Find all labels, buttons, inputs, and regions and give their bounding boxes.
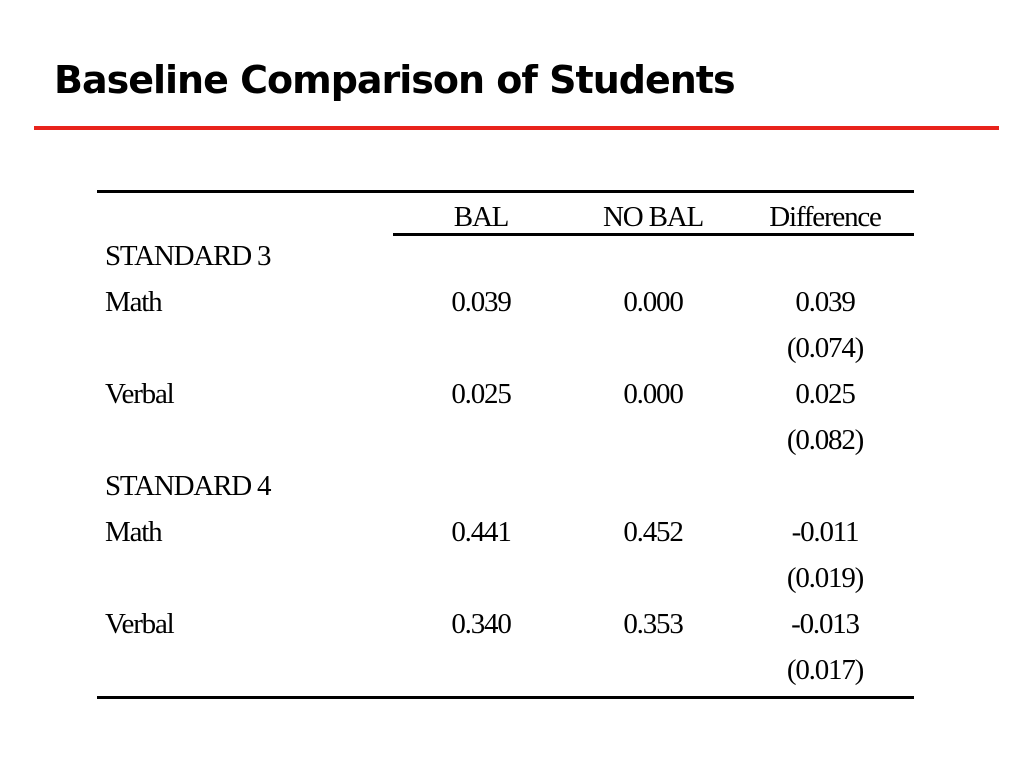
- table-row: [97, 650, 914, 696]
- cell-difference: -0.011: [791, 516, 859, 548]
- cell-difference: -0.013: [791, 608, 859, 640]
- cell-no-bal: 0.000: [623, 378, 683, 410]
- column-header-bal: BAL: [453, 201, 509, 233]
- cell-difference: 0.039: [795, 286, 855, 318]
- table-row: [97, 328, 914, 374]
- row-label: STANDARD 4: [105, 470, 271, 502]
- cell-bal: 0.441: [451, 516, 511, 548]
- table-body: [97, 236, 914, 696]
- table-row: [97, 282, 914, 328]
- column-header-difference: Difference: [769, 201, 881, 233]
- comparison-table: [97, 190, 914, 699]
- table-row: [97, 558, 914, 604]
- cell-difference: (0.074): [786, 332, 864, 364]
- row-label: STANDARD 3: [105, 240, 271, 272]
- row-label: Math: [105, 516, 162, 548]
- row-label: Verbal: [105, 378, 174, 410]
- cell-bal: 0.025: [451, 378, 511, 410]
- column-header-no-bal: NO BAL: [603, 201, 703, 233]
- table-row: [97, 466, 914, 512]
- title-divider: [34, 126, 999, 130]
- cell-difference: 0.025: [795, 378, 855, 410]
- table-row: [97, 604, 914, 650]
- row-label: Verbal: [105, 608, 174, 640]
- cell-no-bal: 0.353: [623, 608, 683, 640]
- cell-bal: 0.340: [451, 608, 511, 640]
- table-header-row: [97, 193, 914, 236]
- row-label: Math: [105, 286, 162, 318]
- cell-difference: (0.019): [786, 562, 864, 594]
- table-row: [97, 512, 914, 558]
- cell-no-bal: 0.000: [623, 286, 683, 318]
- table-row: [97, 374, 914, 420]
- table-row: [97, 236, 914, 282]
- cell-difference: (0.017): [786, 654, 864, 686]
- table-bottom-rule: [97, 696, 914, 699]
- cell-no-bal: 0.452: [623, 516, 683, 548]
- slide-title: Baseline Comparison of Students: [54, 58, 735, 102]
- cell-bal: 0.039: [451, 286, 511, 318]
- table-row: [97, 420, 914, 466]
- cell-difference: (0.082): [786, 424, 864, 456]
